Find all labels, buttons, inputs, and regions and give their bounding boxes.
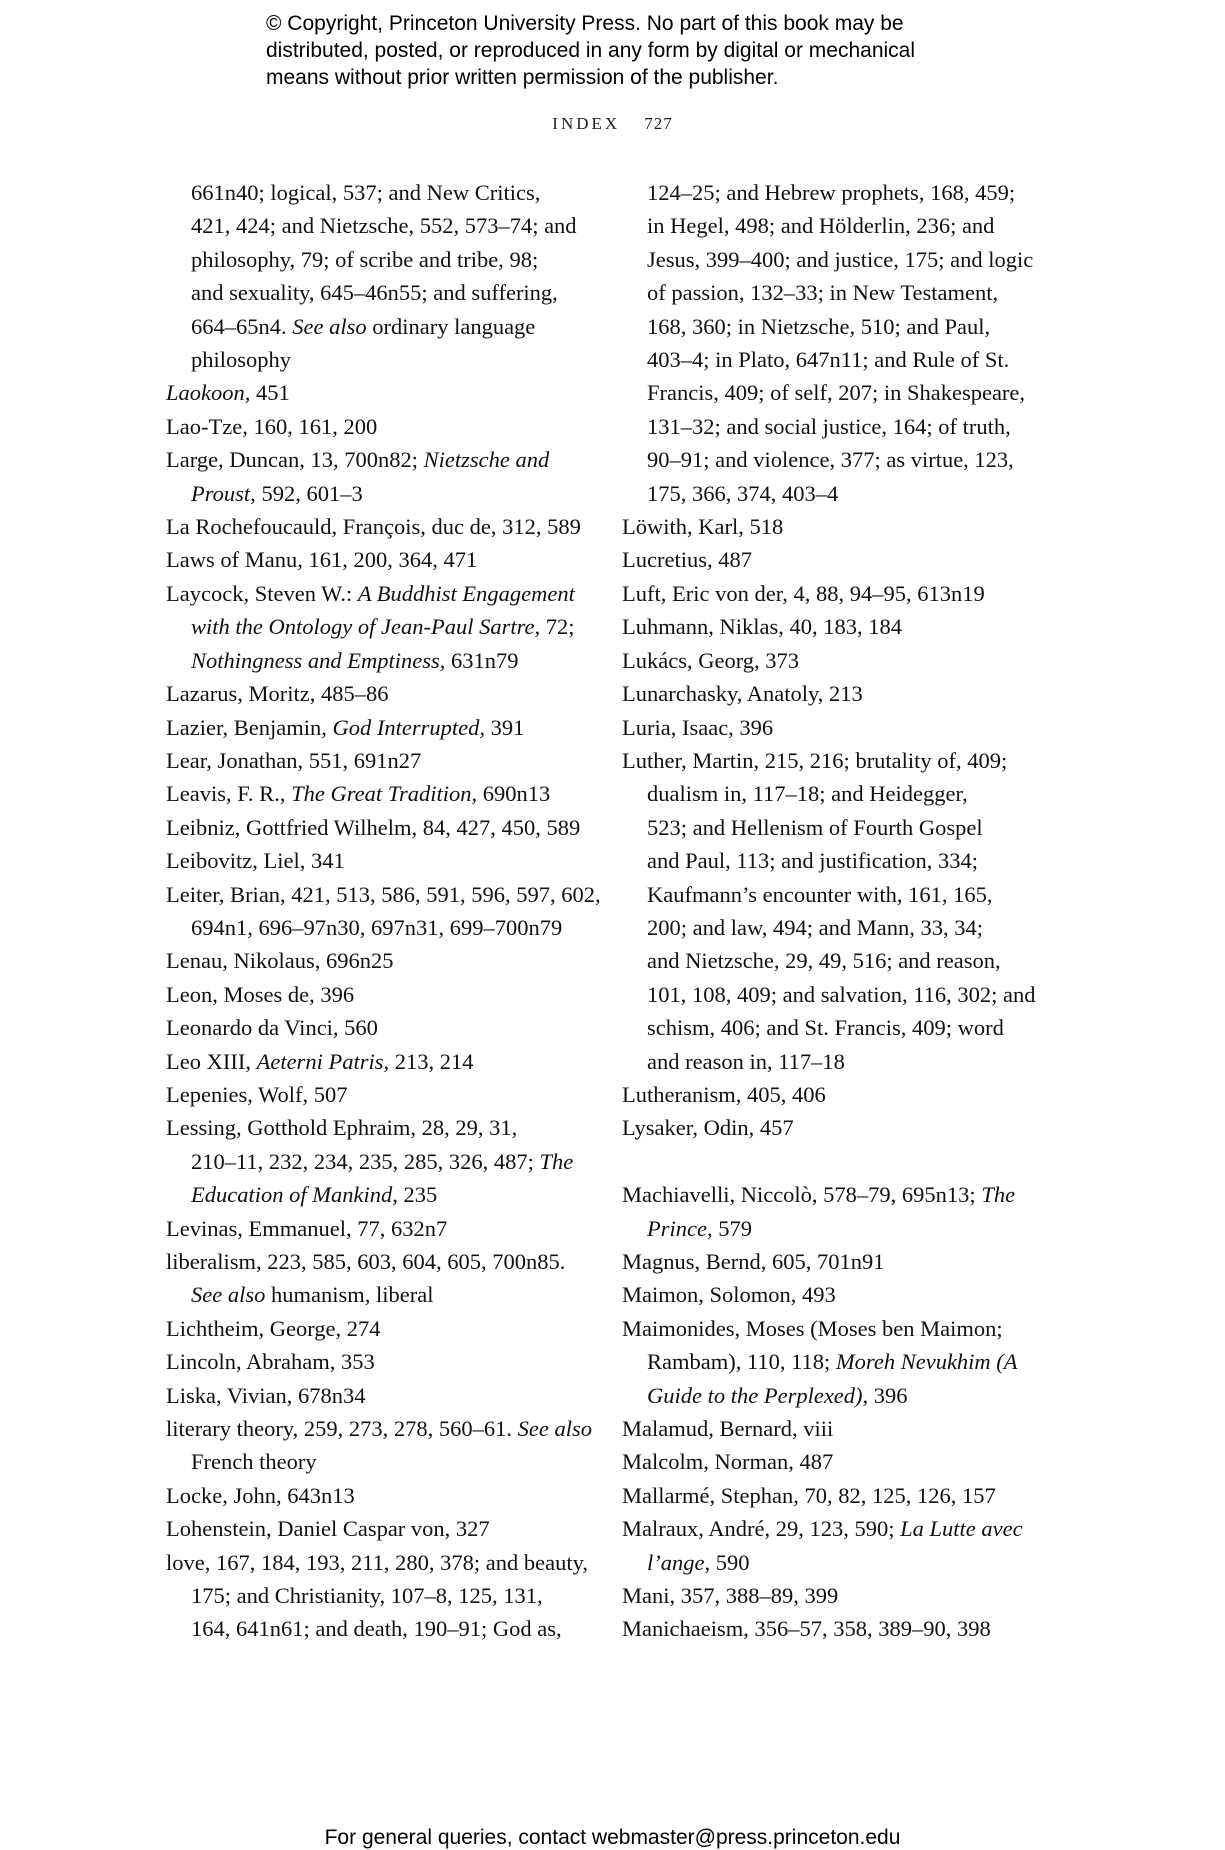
index-entry — [166, 376, 596, 409]
see-also: See also — [292, 313, 367, 339]
entry-continuation: 200; and law, 494; and Mann, 33, 34; — [647, 914, 983, 940]
entry-continuation — [166, 1178, 596, 1211]
entry-continuation: philosophy — [191, 347, 292, 373]
entry-continuation — [166, 644, 596, 677]
entry-continuation: 124–25; and Hebrew prophets, 168, 459; — [647, 180, 1016, 205]
title: Aeterni Patris, — [256, 1048, 390, 1074]
page-number: 727 — [644, 114, 673, 133]
index-entry: Maimon, Solomon, 493 — [622, 1282, 836, 1308]
index-entry: Laws of Manu, 161, 200, 364, 471 — [166, 547, 478, 573]
entry-continuation: 175, 366, 374, 403–4 — [647, 480, 839, 506]
title: The — [539, 1148, 574, 1174]
text: Leo XIII, — [166, 1048, 257, 1074]
index-entry: Locke, John, 643n13 — [166, 1482, 355, 1508]
title: God Interrupted, — [332, 714, 486, 740]
text: 72; — [540, 614, 575, 640]
index-entry: Leibniz, Gottfried Wilhelm, 84, 427, 450, 589 — [166, 814, 581, 840]
index-entry: Magnus, Bernd, 605, 701n91 — [622, 1248, 885, 1274]
title: Nothingness and Emptiness, — [191, 647, 446, 673]
title: Nietzsche and — [423, 447, 550, 473]
index-entry — [622, 1512, 1052, 1545]
index-entry — [166, 577, 596, 610]
text: 631n79 — [445, 647, 519, 673]
entry-continuation: 421, 424; and Nietzsche, 552, 573–74; and — [191, 213, 577, 239]
index-entry: Lutheranism, 405, 406 — [622, 1081, 826, 1107]
index-entry: Leon, Moses de, 396 — [166, 981, 355, 1007]
index-entry: Lohenstein, Daniel Caspar von, 327 — [166, 1516, 490, 1542]
letter-group-gap — [622, 1145, 1052, 1178]
index-column-right — [622, 176, 1052, 1646]
entry-continuation — [622, 1546, 1052, 1579]
index-entry: Lukács, Georg, 373 — [622, 647, 800, 673]
index-entry: Lucretius, 487 — [622, 547, 752, 573]
entry-continuation — [166, 1278, 596, 1311]
entry-continuation: 101, 108, 409; and salvation, 116, 302; and — [647, 981, 1036, 1007]
index-column-left — [166, 176, 601, 1646]
text: 235 — [397, 1182, 438, 1208]
entry-continuation: 403–4; in Plato, 647n11; and Rule of St. — [647, 347, 1010, 373]
index-entry: Lysaker, Odin, 457 — [622, 1115, 794, 1141]
index-entry: Lichtheim, George, 274 — [166, 1315, 381, 1341]
title: with the Ontology of Jean-Paul Sartre, — [191, 614, 541, 640]
running-head-title: INDEX — [552, 114, 621, 133]
text: Laycock, Steven W.: — [166, 580, 358, 606]
entry-continuation: and Paul, 113; and justification, 334; — [647, 848, 978, 874]
see-also: See also — [517, 1416, 592, 1442]
index-entry: Luther, Martin, 215, 216; brutality of, 409; — [622, 747, 1008, 773]
index-entry: Maimonides, Moses (Moses ben Maimon; — [622, 1315, 1003, 1341]
index-entry: Liska, Vivian, 678n34 — [166, 1382, 366, 1408]
copyright-line: © Copyright, Princeton University Press. No part of this book may be — [266, 12, 904, 35]
entry-continuation — [622, 1345, 1052, 1378]
index-entry: Lepenies, Wolf, 507 — [166, 1081, 348, 1107]
index-entry: Lincoln, Abraham, 353 — [166, 1349, 375, 1375]
index-entry: La Rochefoucauld, François, duc de, 312, 589 — [166, 514, 581, 540]
entry-continuation — [166, 310, 596, 343]
entry-continuation: 90–91; and violence, 377; as virtue, 123, — [647, 447, 1014, 473]
index-entry — [166, 777, 596, 810]
text: 592, 601–3 — [255, 480, 363, 506]
entry-continuation — [166, 610, 596, 643]
text: 451 — [250, 380, 290, 406]
title: La Lutte avec — [900, 1516, 1023, 1542]
index-entry: Lunarchasky, Anatoly, 213 — [622, 681, 863, 707]
copyright-line: means without prior written permission of the publisher. — [266, 66, 779, 89]
text: 396 — [868, 1382, 908, 1408]
text: 391 — [485, 714, 525, 740]
index-entry: Lessing, Gotthold Ephraim, 28, 29, 31, — [166, 1115, 518, 1141]
title: Moreh Nevukhim (A — [835, 1349, 1018, 1375]
title: Prince, — [647, 1215, 713, 1241]
text: 690n13 — [477, 781, 551, 807]
entry-continuation — [166, 1145, 596, 1178]
copyright-line: distributed, posted, or reproduced in any form by digital or mechanical — [266, 39, 916, 62]
index-entry: Manichaeism, 356–57, 358, 389–90, 398 — [622, 1616, 991, 1642]
title: A Buddhist Engagement — [357, 580, 575, 606]
footer-contact: For general queries, contact webmaster@press.princeton.edu — [324, 1826, 901, 1849]
text: Lazier, Benjamin, — [166, 714, 333, 740]
entry-continuation: Kaufmann’s encounter with, 161, 165, — [647, 881, 993, 907]
entry-continuation: 523; and Hellenism of Fourth Gospel — [647, 814, 983, 840]
entry-continuation: 661n40; logical, 537; and New Critics, — [191, 180, 541, 205]
text: literary theory, 259, 273, 278, 560–61. — [166, 1416, 518, 1442]
entry-continuation: of passion, 132–33; in New Testament, — [647, 280, 999, 306]
index-entry: Mani, 357, 388–89, 399 — [622, 1583, 839, 1609]
entry-continuation: and sexuality, 645–46n55; and suffering, — [191, 280, 558, 306]
entry-continuation: philosophy, 79; of scribe and tribe, 98; — [191, 246, 539, 272]
entry-continuation: Francis, 409; of self, 207; in Shakespeare, — [647, 380, 1026, 406]
copyright-notice — [266, 10, 1026, 91]
text: humanism, liberal — [265, 1282, 434, 1308]
index-entry: Lao-Tze, 160, 161, 200 — [166, 413, 378, 439]
text: ordinary language — [366, 313, 536, 339]
title: Guide to the Perplexed), — [647, 1382, 869, 1408]
text: Large, Duncan, 13, 700n82; — [166, 447, 424, 473]
title: The — [981, 1182, 1016, 1208]
running-head — [0, 114, 1225, 134]
entry-continuation: 131–32; and social justice, 164; of truth, — [647, 413, 1011, 439]
text: Malraux, André, 29, 123, 590; — [622, 1516, 901, 1542]
index-entry: Löwith, Karl, 518 — [622, 514, 784, 540]
entry-continuation — [166, 477, 596, 510]
index-entry: Lenau, Nikolaus, 696n25 — [166, 948, 394, 974]
see-also: See also — [191, 1282, 266, 1308]
text: Leavis, F. R., — [166, 781, 292, 807]
entry-continuation — [622, 1212, 1052, 1245]
entry-continuation: Jesus, 399–400; and justice, 175; and logic — [647, 246, 1034, 272]
index-entry: Levinas, Emmanuel, 77, 632n7 — [166, 1215, 448, 1241]
entry-continuation: French theory — [191, 1449, 317, 1475]
index-entry: Malamud, Bernard, viii — [622, 1416, 834, 1442]
title: Proust, — [191, 480, 256, 506]
title: Education of Mankind, — [191, 1182, 398, 1208]
entry-continuation: and Nietzsche, 29, 49, 516; and reason, — [647, 948, 1001, 974]
index-entry — [166, 1045, 596, 1078]
entry-continuation — [622, 1379, 1052, 1412]
text: 579 — [712, 1215, 752, 1241]
index-entry — [166, 443, 596, 476]
index-entry: Leiter, Brian, 421, 513, 586, 591, 596, 597, 602, — [166, 881, 601, 907]
text: 210–11, 232, 234, 235, 285, 326, 487; — [191, 1148, 540, 1174]
entry-continuation: 694n1, 696–97n30, 697n31, 699–700n79 — [191, 914, 563, 940]
text: 664–65n4. — [191, 313, 293, 339]
index-entry: Leibovitz, Liel, 341 — [166, 848, 345, 874]
title: Laokoon, — [166, 380, 251, 406]
entry-continuation: 168, 360; in Nietzsche, 510; and Paul, — [647, 313, 991, 339]
title: l’ange, — [647, 1549, 711, 1575]
index-entry: Luft, Eric von der, 4, 88, 94–95, 613n19 — [622, 580, 985, 606]
index-entry: Malcolm, Norman, 487 — [622, 1449, 834, 1475]
index-entry: love, 167, 184, 193, 211, 280, 378; and beauty, — [166, 1549, 589, 1575]
text: Machiavelli, Niccolò, 578–79, 695n13; — [622, 1182, 982, 1208]
entry-continuation: and reason in, 117–18 — [647, 1048, 845, 1074]
index-entry — [166, 711, 596, 744]
entry-continuation: 175; and Christianity, 107–8, 125, 131, — [191, 1583, 543, 1609]
index-entry: Luhmann, Niklas, 40, 183, 184 — [622, 614, 902, 640]
entry-continuation: 164, 641n61; and death, 190–91; God as, — [191, 1616, 562, 1642]
index-entry: Mallarmé, Stephan, 70, 82, 125, 126, 157 — [622, 1482, 996, 1508]
entry-continuation: in Hegel, 498; and Hölderlin, 236; and — [647, 213, 995, 239]
title: The Great Tradition, — [291, 781, 478, 807]
index-entry — [166, 1412, 596, 1445]
entry-continuation: schism, 406; and St. Francis, 409; word — [647, 1015, 1004, 1041]
text: Rambam), 110, 118; — [647, 1349, 836, 1375]
index-entry: Lazarus, Moritz, 485–86 — [166, 681, 389, 707]
text: 213, 214 — [389, 1048, 474, 1074]
entry-continuation: dualism in, 117–18; and Heidegger, — [647, 781, 968, 807]
index-entry: Leonardo da Vinci, 560 — [166, 1015, 378, 1041]
index-entry: Lear, Jonathan, 551, 691n27 — [166, 747, 422, 773]
text: 590 — [710, 1549, 750, 1575]
index-entry: liberalism, 223, 585, 603, 604, 605, 700n85. — [166, 1249, 566, 1274]
index-entry — [622, 1178, 1052, 1211]
index-entry: Luria, Isaac, 396 — [622, 714, 774, 740]
